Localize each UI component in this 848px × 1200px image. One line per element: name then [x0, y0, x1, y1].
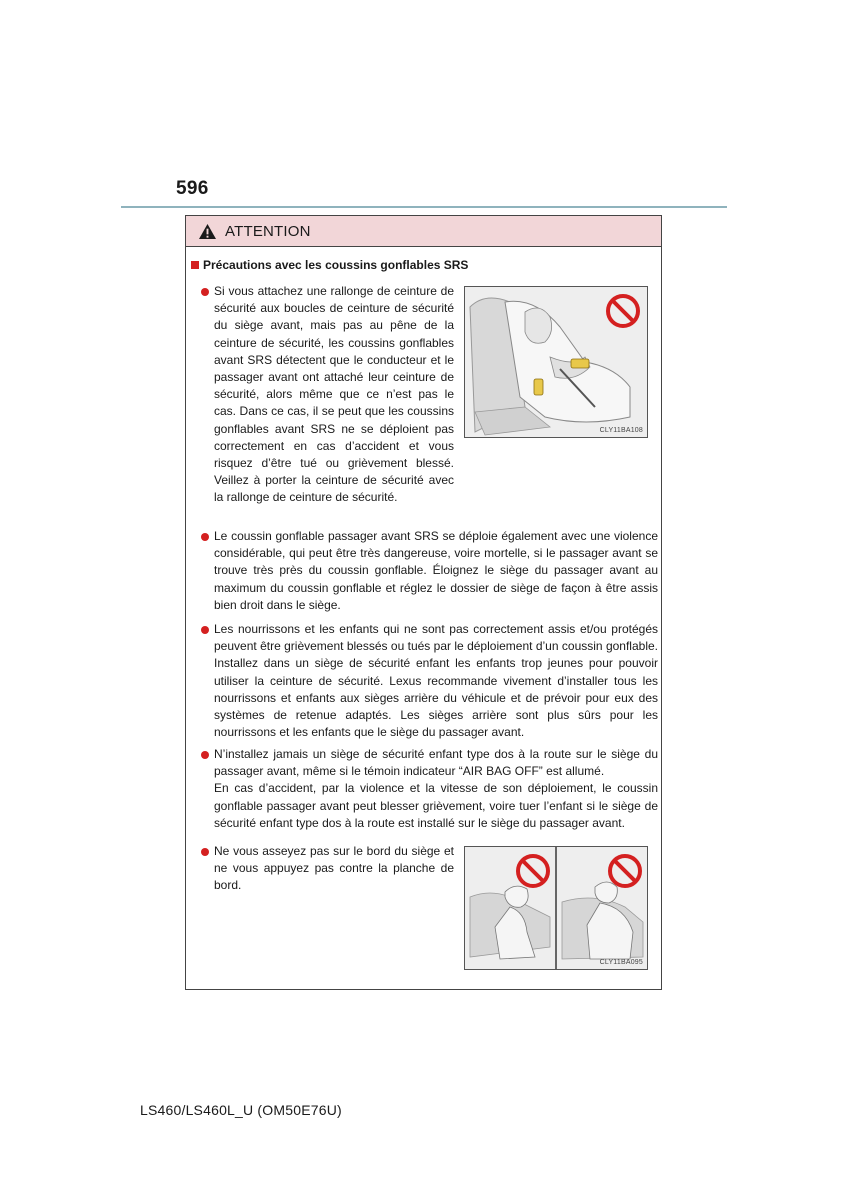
bullet-dot-icon [201, 288, 209, 296]
attention-box [185, 215, 662, 990]
list-item [201, 843, 454, 895]
bullet-dot-icon [201, 626, 209, 634]
prohibited-icon [607, 853, 643, 889]
illustration-code: CLY11BA095 [599, 959, 643, 966]
list-item-text: Ne vous asseyez pas sur le bord du siège et ne vous appuyez pas contre la planche de bord. [214, 844, 454, 893]
page-number: 596 [176, 178, 209, 199]
list-item-text: Le coussin gonflable passager avant SRS se déploie également avec une violence considérable, qui peut être très dangereuse, voire mortelle, si le passager avant se trouve très près du coussin gonflable. Éloignez le siège du passager avant au maximum du coussin gonflable et réglez le dossier de siège de façon à être assis bien droit dans le siège. [214, 529, 658, 612]
bullet-dot-icon [201, 848, 209, 856]
list-item-text: Si vous attachez une rallonge de ceinture de sécurité aux boucles de ceinture de sécurité du siège avant, mais pas au pêne de la ceinture de sécurité, les coussins gonflables avant SRS détectent que le conducteur et le passager avant ont attaché leur ceinture de sécurité, alors même que ce n’est pas le cas. Dans ce cas, il se peut que les coussins gonflables avant SRS ne se déploient pas correctement en cas d’accident et vous risquez d’être tué ou grièvement blessé. Veillez à porter la ceinture de sécurité avec la rallonge de ceinture de sécurité. [214, 284, 454, 505]
list-item [201, 746, 658, 832]
list-item-continuation: En cas d’accident, par la violence et la vitesse de son déploiement, le coussin gonflable passager avant peut blesser grièvement, voire tuer l’enfant si le siège de sécurité enfant type dos à la route est installé sur le siège du passager avant. [214, 781, 658, 830]
illustration-code: CLY11BA108 [599, 427, 643, 434]
prohibited-icon [515, 853, 551, 889]
list-item-text: Les nourrissons et les enfants qui ne sont pas correctement assis et/ou protégés peuvent être grièvement blessés ou tués par le déploiement d’un coussin gonflable. Installez dans un siège de sécurité enfant les enfants trop jeunes pour pouvoir utiliser la ceinture de sécurité. Lexus recommande vivement d’installer tous les nourrissons et enfants aux sièges arrière du véhicule et de prévoir pour eux des systèmes de retenue adaptés. Les sièges arrière sont plus sûrs pour les nourrissons et les enfants que le siège du passager avant. [214, 622, 658, 740]
prohibited-icon [605, 293, 641, 329]
header-rule [121, 206, 727, 208]
list-item [201, 621, 658, 741]
list-item [201, 528, 658, 614]
bullet-dot-icon [201, 751, 209, 759]
section-title-text: Précautions avec les coussins gonflables SRS [203, 258, 469, 272]
footer-model-code: LS460/LS460L_U (OM50E76U) [140, 1102, 342, 1118]
attention-header [186, 216, 661, 247]
square-bullet-icon [191, 261, 199, 269]
list-item-text: N’installez jamais un siège de sécurité enfant type dos à la route sur le siège du passager avant, même si le témoin indicateur “AIR BAG OFF” est allumé. [214, 747, 658, 779]
section-title [191, 258, 468, 272]
warning-triangle-icon [198, 223, 217, 240]
bullet-dot-icon [201, 533, 209, 541]
illustration-seat-edge [464, 846, 648, 970]
list-item [201, 283, 454, 507]
illustration-seatbelt-extender [464, 286, 648, 438]
attention-title: ATTENTION [225, 222, 311, 240]
